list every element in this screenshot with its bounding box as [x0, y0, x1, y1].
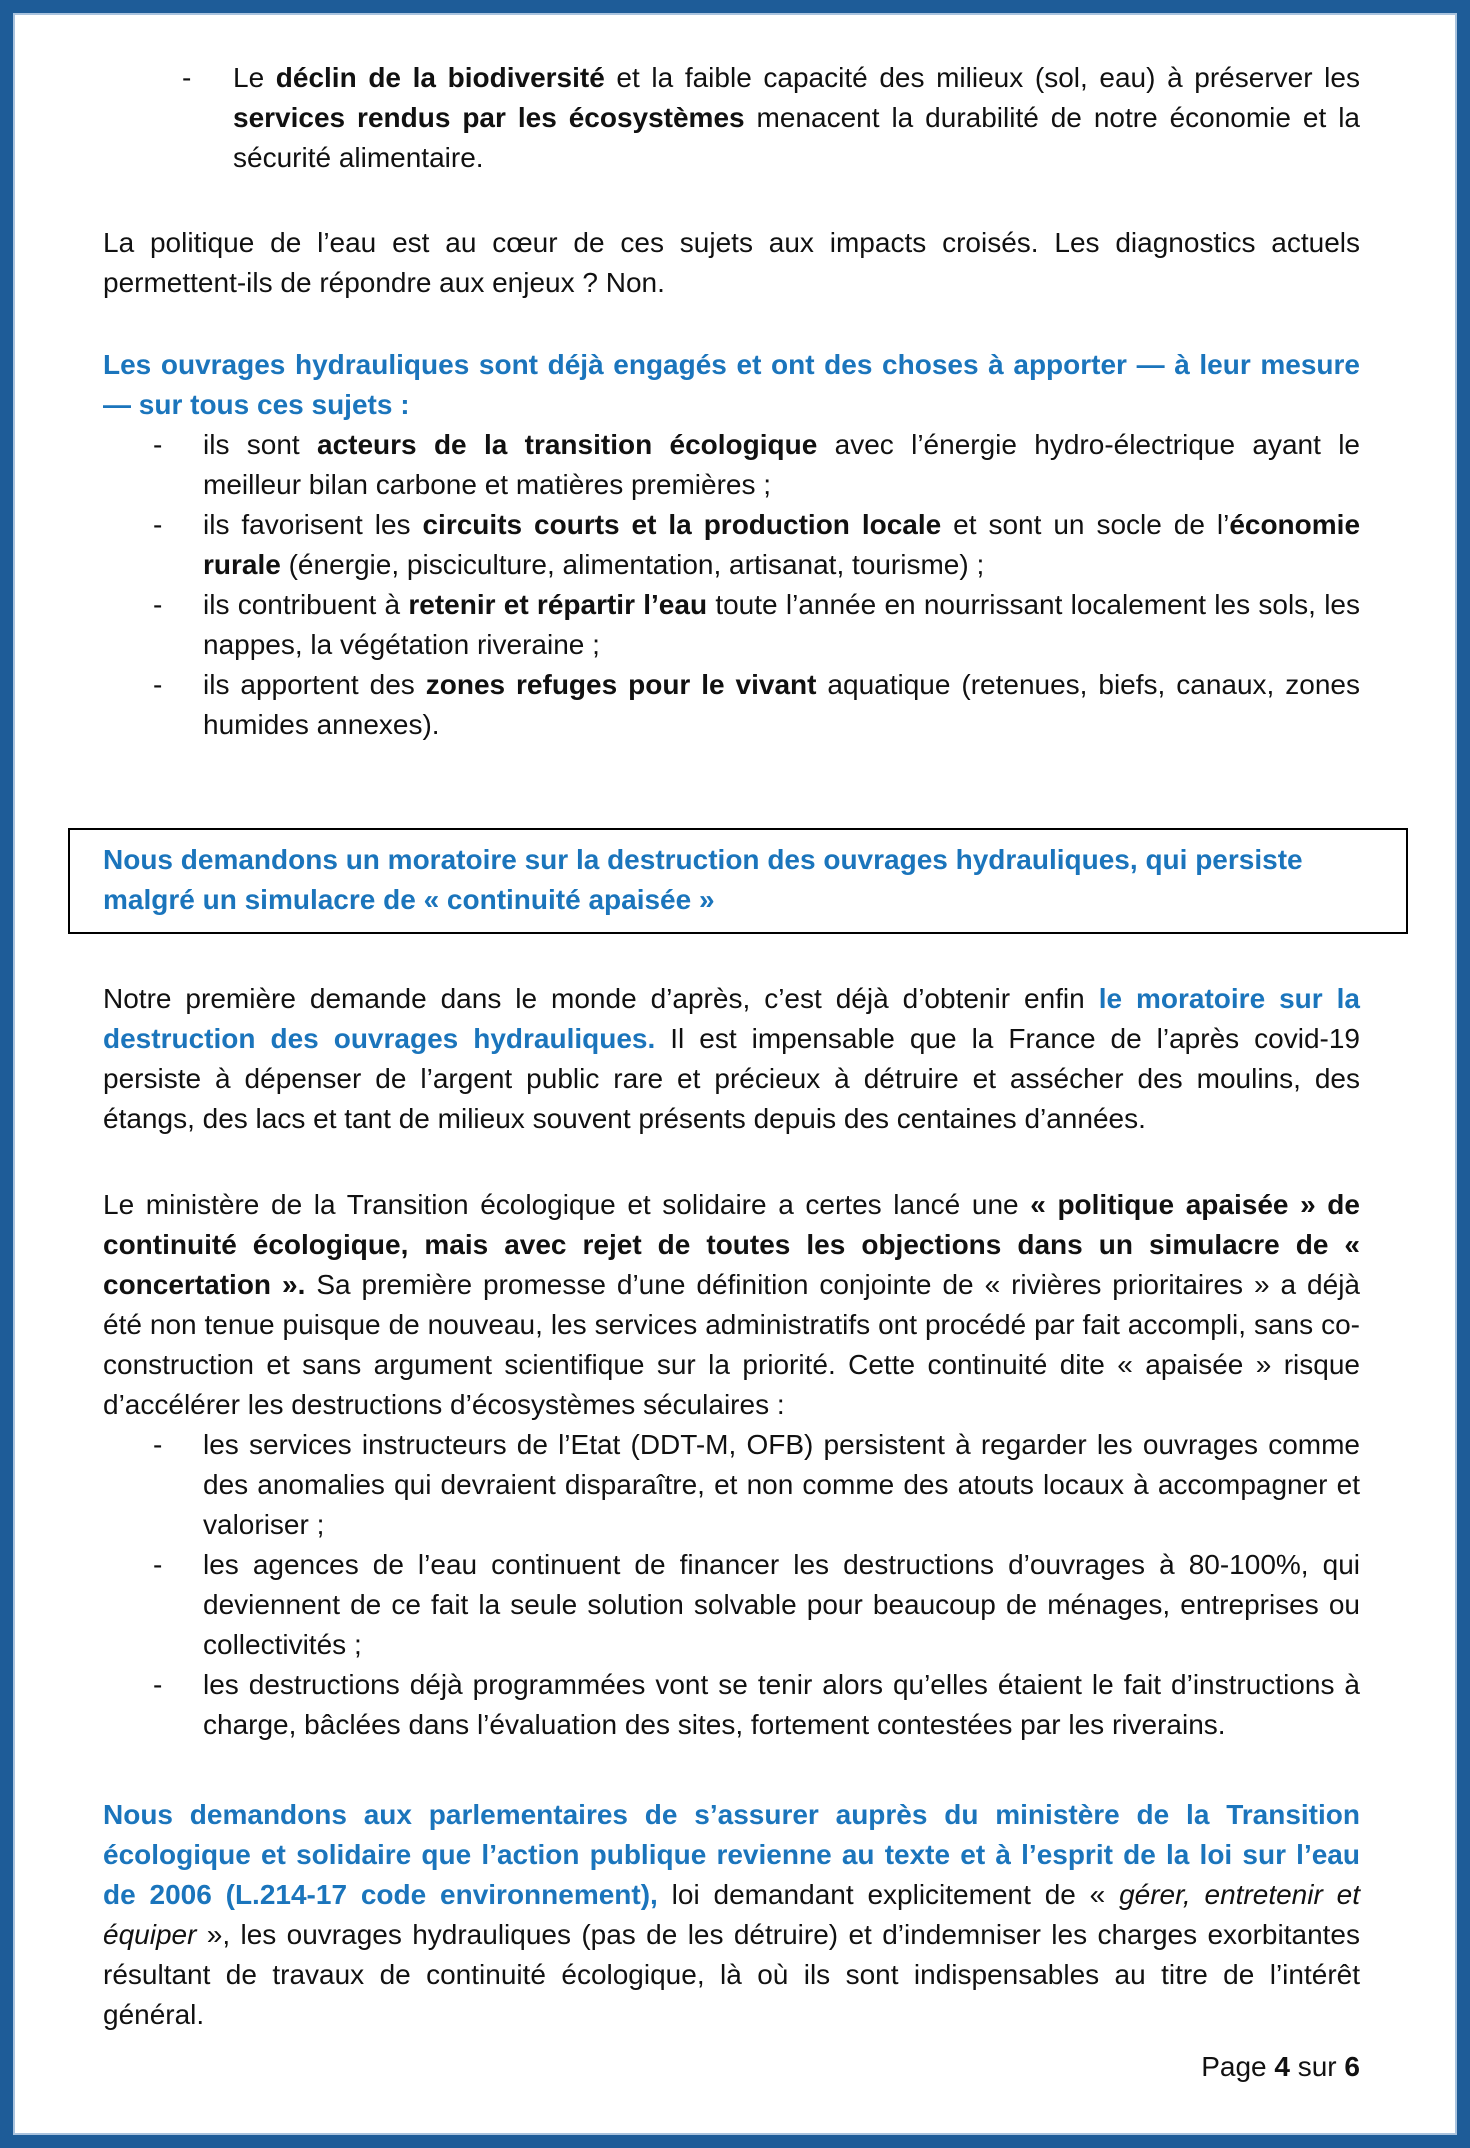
text-run: et la faible capacité des milieux (sol, eau) à préserver les — [604, 62, 1360, 93]
bullet-text — [203, 585, 1360, 665]
list-item — [103, 425, 1360, 505]
bullet-text — [203, 505, 1360, 585]
page-number — [103, 2047, 1360, 2087]
text-run: 6 — [1344, 2051, 1360, 2082]
text-run: et sont un socle de l’ — [941, 509, 1230, 540]
text-run: loi demandant explicitement de « — [657, 1879, 1120, 1910]
text-run: Notre première demande dans le monde d’après, c’est déjà d’obtenir enfin — [103, 983, 1099, 1014]
text-run: déclin de la biodiversité — [275, 62, 605, 93]
list-item — [103, 58, 1360, 178]
text-run: toute l’année en nourrissant localement les sols, les nappes, la végétation riveraine ; — [203, 589, 1361, 660]
bullet-dash: - — [153, 429, 163, 460]
eco-bullet-list — [103, 425, 1360, 745]
bullet-text: les services instructeurs de l’Etat (DDT-M, OFB) persistent à regarder les ouvrages comme des anomalies qui devraient disparaître, et non comme des atouts locaux à accompagner et valoriser ; — [203, 1429, 1360, 1540]
text-run: (énergie, pisciculture, alimentation, artisanat, tourisme) ; — [280, 549, 985, 580]
bullet-dash: - — [182, 62, 192, 93]
paragraph-premiere-demande — [103, 979, 1360, 1139]
intro-bullet-list — [103, 58, 1360, 178]
text-run: Sa première promesse d’une définition conjointe de « rivières prioritaires » a déjà été non tenue puisque de nouveau, les services administratifs ont procédé par fait accompli, sans co-construction et sans argument scientifique sur la priorité. Cette continuité dite « apaisée » risque d’accélérer les destructions d’écosystèmes séculaires : — [103, 1269, 1360, 1420]
text-run: zones refuges pour le vivant — [425, 669, 817, 700]
text-run: aquatique (retenues, biefs, canaux, zones humides annexes). — [203, 669, 1360, 740]
text-run: Le ministère de la Transition écologique et solidaire a certes lancé une — [103, 1189, 1031, 1220]
bullet-dash: - — [153, 669, 163, 700]
list-item — [103, 665, 1360, 745]
text-run: économie rurale — [203, 509, 1361, 580]
text-run: Le — [233, 62, 276, 93]
text-run: ils favorisent les — [203, 509, 423, 540]
text-run: Nous demandons aux parlementaires de s’assurer auprès du ministère de la Transition écologique et solidaire que l’action publique revienne au texte et à l’esprit de la loi sur l’eau de 2006 (L.214-17 code environnement), — [103, 1799, 1360, 1910]
bullet-text: les destructions déjà programmées vont se tenir alors qu’elles étaient le fait d’instructions à charge, bâclées dans l’évaluation des sites, fortement contestées par les riverains. — [203, 1669, 1360, 1740]
text-run: avec l’énergie hydro-électrique ayant le meilleur bilan carbone et matières premières ; — [203, 429, 1360, 500]
list-item — [103, 1665, 1360, 1745]
bullet-text — [203, 665, 1360, 745]
text-run: le moratoire sur la destruction des ouvrages hydrauliques. — [103, 983, 1360, 1054]
text-run: acteurs de la transition écologique — [317, 429, 818, 460]
bullet-text: les agences de l’eau continuent de financer les destructions d’ouvrages à 80-100%, qui deviennent de ce fait la seule solution solvable pour beaucoup de ménages, entreprises ou collectivités ; — [203, 1549, 1360, 1660]
bullet-dash: - — [153, 1429, 163, 1460]
state-bullet-list — [103, 1425, 1360, 1745]
bullet-dash: - — [153, 509, 163, 540]
bullet-dash: - — [153, 589, 163, 620]
text-run: Page — [1201, 2051, 1275, 2082]
text-run: « politique apaisée » de continuité écologique, mais avec rejet de toutes les objections dans un simulacre de « concertation ». — [103, 1189, 1360, 1300]
document-content — [14, 14, 1456, 2134]
text-run: ils sont — [203, 429, 318, 460]
heading-ouvrages-hydrauliques: Les ouvrages hydrauliques sont déjà engagés et ont des choses à apporter — à leur mesure — sur tous ces sujets : — [103, 349, 1360, 420]
text-run: services rendus par les écosystèmes — [233, 102, 745, 133]
text-run: », les ouvrages hydrauliques (pas de les détruire) et d’indemniser les charges exorbitantes résultant de travaux de continuité écologique, là où ils sont indispensables au titre de l’intérêt général. — [103, 1919, 1360, 2030]
bullet-dash: - — [153, 1549, 163, 1580]
paragraph-ministere — [103, 1185, 1360, 1425]
text-run: sur — [1289, 2051, 1345, 2082]
text-run: gérer, entretenir et équiper — [103, 1879, 1360, 1950]
bullet-dash: - — [153, 1669, 163, 1700]
text-run: Il est impensable que la France de l’après covid-19 persiste à dépenser de l’argent public rare et précieux à détruire et assécher des moulins, des étangs, des lacs et tant de milieux souvent présents depuis des centaines d’années. — [103, 1023, 1360, 1134]
text-run: retenir et répartir l’eau — [408, 589, 708, 620]
list-item — [103, 505, 1360, 585]
text-run: circuits courts et la production locale — [422, 509, 942, 540]
paragraph-parlementaires — [103, 1795, 1360, 2035]
bullet-text — [203, 425, 1360, 505]
text-run: 4 — [1274, 2051, 1290, 2082]
boxed-heading-moratoire: Nous demandons un moratoire sur la destruction des ouvrages hydrauliques, qui persiste malgré un simulacre de « continuité apaisée » — [68, 828, 1408, 934]
paragraph-politique-eau: La politique de l’eau est au cœur de ces sujets aux impacts croisés. Les diagnostics actuels permettent-ils de répondre aux enjeux ? Non. — [103, 227, 1360, 298]
text-run: menacent la durabilité de notre économie et la sécurité alimentaire. — [233, 102, 1360, 173]
text-run: ils contribuent à — [203, 589, 409, 620]
list-item — [103, 1425, 1360, 1545]
list-item — [103, 585, 1360, 665]
text-run: ils apportent des — [203, 669, 426, 700]
list-item — [103, 1545, 1360, 1665]
bullet-text — [233, 58, 1360, 178]
